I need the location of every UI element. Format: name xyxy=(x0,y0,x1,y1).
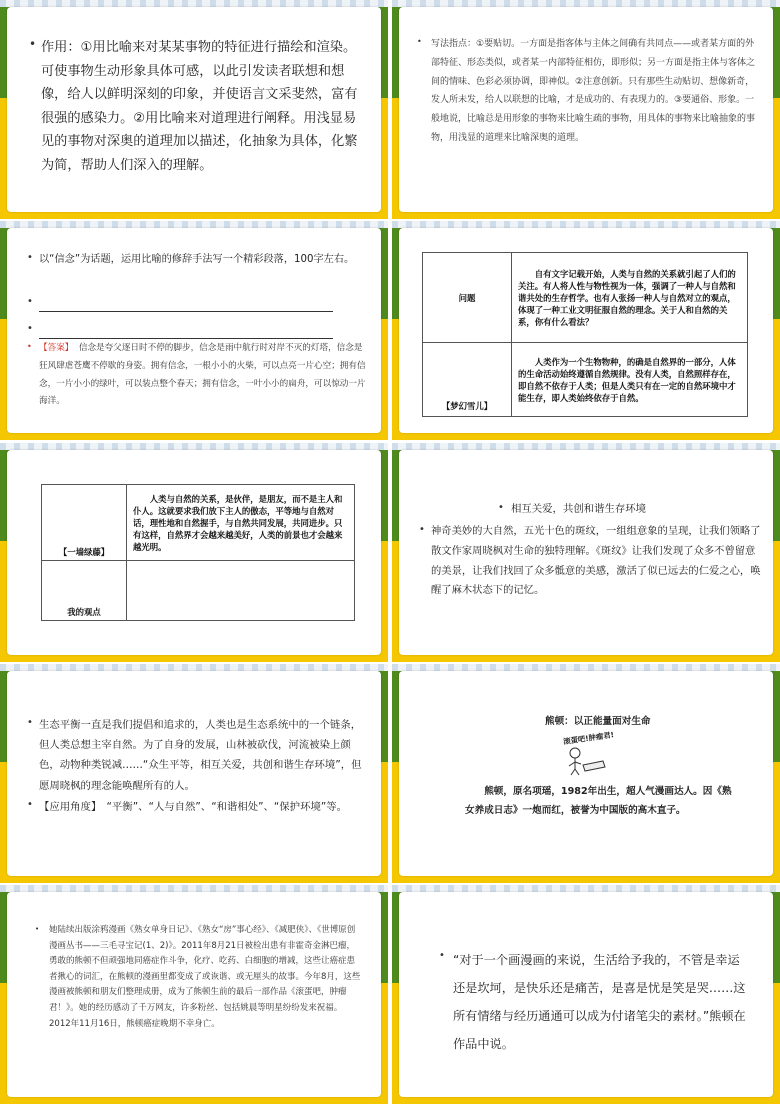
question-label: 问题 xyxy=(423,253,512,343)
my-view-input[interactable] xyxy=(127,561,355,621)
slide-3[interactable] xyxy=(0,221,388,440)
answer-text: 人类与自然的关系，是伙伴，是朋友，而不是主人和仆人。这就要求我们放下主人的傲态，平等地与自然对话，理性地和自然握手，与自然共同发展，共同进步。只有这样，自然界才会越来越美好，人类的前景也才会越来越光明。 xyxy=(127,485,355,561)
slide-7-text-1: 生态平衡一直是我们提倡和追求的，人类也是生态系统中的一个链条，但人类总想主宰自然。为了自身的发展，山林被砍伐，河流被染上颜色，动物种类锐减……“众生平等，相互关爱，共创和谐生存环境”，但愿周晓枫的理念能唤醒所有的人。 xyxy=(39,719,362,792)
slide-7-card xyxy=(7,671,381,876)
slide-10-card xyxy=(399,892,773,1097)
answer-text: 信念是夸父逐日时不停的脚步，信念是雨中航行时对岸不灭的灯塔，信念是狂风肆虐苍鹰不停歇的身姿。拥有信念，一根小小的火柴，可以点亮一片心空；拥有信念，一片小小的绿叶，可以装点整个春天；拥有信念，一叶小小的扁舟，可以惊动一片海洋。 xyxy=(39,343,366,407)
name-label: 【一墙绿藤】 xyxy=(42,485,127,561)
slide-8-text: 熊顿，原名项瑶，1982年出生，超人气漫画达人。因《熟女养成日志》一炮而红，被誉为中国版的高木直子。 xyxy=(465,786,732,816)
slide-3-prompt: 以“信念”为话题，运用比喻的修辞手法写一个精彩段落，100字左右。 xyxy=(39,254,355,265)
bullet-icon: • xyxy=(419,524,425,535)
discussion-table xyxy=(41,484,355,621)
bullet-icon: • xyxy=(27,323,33,334)
table-row xyxy=(42,561,355,621)
bullet-icon: • xyxy=(417,37,422,46)
answer-blank-line[interactable] xyxy=(39,311,333,312)
bullet-icon: • xyxy=(29,37,37,51)
bullet-icon: • xyxy=(27,717,33,728)
comic-caption: 滚蛋吧!肿瘤君! xyxy=(562,730,615,747)
slide-5-card xyxy=(7,450,381,655)
table-row xyxy=(423,253,748,343)
slide-6-card xyxy=(399,450,773,655)
comic-illustration xyxy=(559,730,623,777)
bullet-icon: • xyxy=(27,296,33,307)
bullet-icon: • xyxy=(498,502,504,513)
answer-text: 人类作为一个生物物种，的确是自然界的一部分，人体的生命活动始终遵循自然规律。没有人类，自然照样存在，即自然不依存于人类；但是人类只有在一定的自然环境中才能生存，即人类始终依存于自然。 xyxy=(512,343,748,417)
bullet-icon: • xyxy=(27,799,33,810)
slide-1-card xyxy=(7,7,381,212)
slide-4[interactable] xyxy=(392,221,780,440)
slide-2[interactable] xyxy=(392,0,780,219)
answer-blank-line[interactable] xyxy=(39,338,333,339)
slide-10-text: “对于一个画漫画的来说，生活给予我的，不管是幸运还是坎坷，是快乐还是痛苦，是喜是忧是笑是哭……这所有情绪与经历通通可以成为付诸笔尖的素材。”熊顿在作品中说。 xyxy=(453,953,746,1051)
table-row xyxy=(423,343,748,417)
slide-3-card xyxy=(7,228,381,433)
slide-4-card xyxy=(399,228,773,433)
slide-9-card xyxy=(7,892,381,1097)
slide-6-text: 神奇美妙的大自然，五光十色的斑纹，一组组意象的呈现，让我们领略了散文作家周晓枫对生命的独特理解。《斑纹》让我们发现了众多不曾留意的美景，让我们找回了众多骶意的美感，激活了似已远去的仁爱之心，唤醒了麻木状态下的记忆。 xyxy=(431,525,761,597)
bullet-icon: • xyxy=(27,342,32,351)
slide-9[interactable] xyxy=(0,885,388,1104)
question-text: 自有文字记载开始，人类与自然的关系就引起了人们的关注。有人将人性与物性视为一体，强调了一种人与自然和谐共处的生存哲学。也有人张扬一种人与自然对立的观点，体现了一种工业文明征服自然的理念。关于人和自然的关系，你有什么看法？ xyxy=(512,253,748,343)
table-row xyxy=(42,485,355,561)
slide-7-text-2: 【应用角度】 “平衡”、“人与自然”、“和谐相处”、“保护环境”等。 xyxy=(39,801,348,813)
slide-1[interactable] xyxy=(0,0,388,219)
slide-8[interactable] xyxy=(392,664,780,883)
name-label: 【梦幻雪儿】 xyxy=(423,343,512,417)
slide-8-card xyxy=(399,671,773,876)
slide-6[interactable] xyxy=(392,443,780,662)
slide-6-heading: 相互关爱，共创和谐生存环境 xyxy=(511,503,647,515)
slide-5[interactable] xyxy=(0,443,388,662)
discussion-table xyxy=(422,252,748,417)
slide-2-card xyxy=(399,7,773,212)
slide-10[interactable] xyxy=(392,885,780,1104)
slide-3-answer xyxy=(39,340,369,411)
bullet-icon: • xyxy=(27,252,33,263)
bullet-icon: • xyxy=(35,925,40,933)
my-view-label: 我的观点 xyxy=(42,561,127,621)
slide-1-text: 作用：①用比喻来对某某事物的特征进行描绘和渲染。可使事物生动形象具体可感，以此引发读者联想和想像，给人以鲜明深刻的印象，并使语言文采斐然，富有很强的感染力。②用比喻来对道理进行阐释。用浅显易见的事物对深奥的道理加以描述，化抽象为具体，化繁为简，帮助人们深入的理解。 xyxy=(41,40,358,173)
slide-9-text: 她陆续出版涂鸦漫画《熟女单身日记》、《熟女“房”事心经》、《减肥侠》、《世博原创漫画丛书——三毛寻宝记(1、2)》。2011年8月21日被检出患有非霍奇金淋巴瘤，勇敢的熊顿不但顽强地同癌症作斗争，化疗、吃药、白细胞的增减，这些让癌症患者揪心的词汇，在熊顿的漫画里都变成了或诙谐、或无厘头的故事。今年8月，这些漫画被熊顿和朋友们整理成册，成为了熊顿生前的最后一部作品《滚蛋吧，肿瘤君！》。她的经历感动了千万网友，许多粉丝、包括姚晨等明星纷纷发来祝福。2012年11月16日，熊顿癌症晚期不幸身亡。 xyxy=(49,925,361,1029)
answer-tag: 【答案】 xyxy=(39,343,74,353)
slide-8-title: 熊顿：以正能量面对生命 xyxy=(545,716,651,727)
slide-2-text: 写法指点：①要贴切。一方面是指客体与主体之间确有共同点——或者某方面的外部特征、形态类似，或者某一内部特征相仿，即形似；另一方面是指主体与客体之间的情味、色彩必须协调，即神似。②注意创新。只有那些生动贴切、想像新奇，发人所未发，给人以联想的比喻，才是成功的、有表现力的。③要通俗、形象。一般地说，比喻总是用形象的事物来比喻生疏的事物，用具体的事物来比喻抽象的事物，用浅显的道理来比喻深奥的道理。 xyxy=(431,39,756,143)
bullet-icon: • xyxy=(439,950,445,961)
slide-7[interactable] xyxy=(0,664,388,883)
